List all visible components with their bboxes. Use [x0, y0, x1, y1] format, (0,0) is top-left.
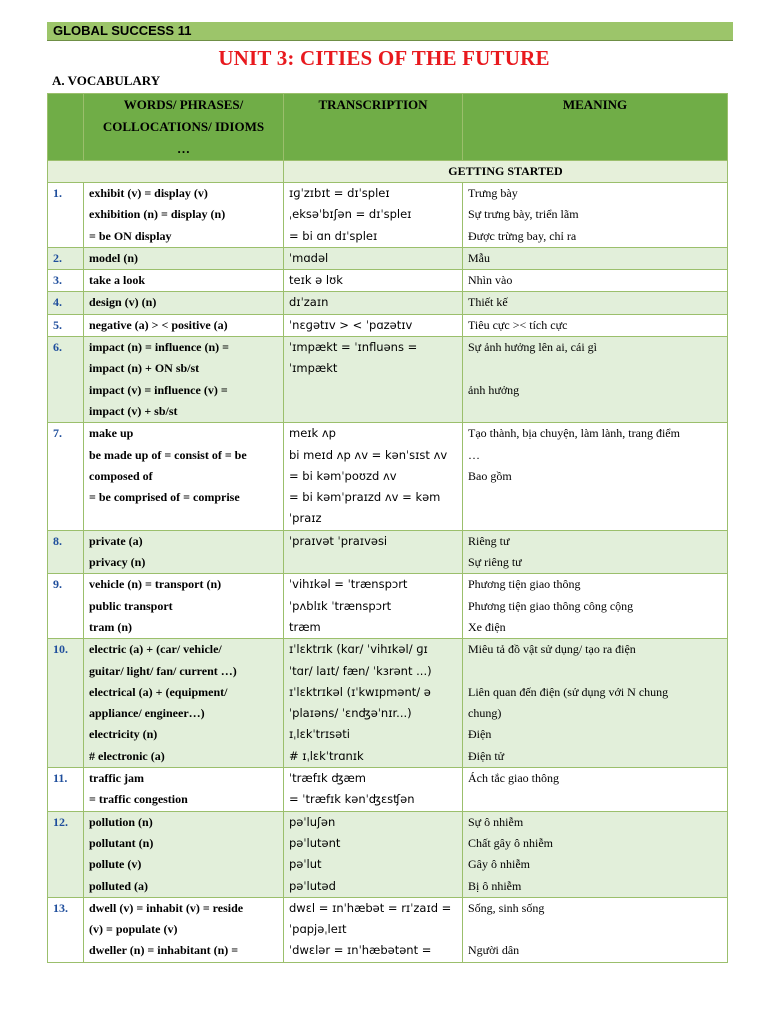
meaning-cell	[463, 247, 728, 269]
meaning-line: Tạo thành, bịa chuyện, làm lành, trang điểm	[468, 426, 680, 441]
word-line: take a look	[89, 273, 146, 288]
word-line: impact (v) + sb/st	[89, 403, 178, 418]
word-cell	[84, 314, 284, 336]
word-line: electric (a) + (car/ vehicle/	[89, 642, 222, 657]
transcription-line: = bi kəmˈpoʊzd ʌv	[289, 468, 397, 483]
table-row	[48, 897, 728, 962]
meaning-line: Thiết kế	[468, 295, 508, 310]
transcription-cell	[284, 811, 463, 897]
word-cell	[84, 292, 284, 314]
series-label: GLOBAL SUCCESS 11	[53, 23, 192, 38]
transcription-line: teɪk ə lʊk	[289, 273, 343, 288]
table-row	[48, 247, 728, 269]
transcription-line: meɪk ʌp	[289, 426, 336, 441]
word-line: composed of	[89, 468, 153, 483]
meaning-line: Liên quan đến điện (sử dụng với N chung	[468, 684, 669, 699]
row-number: 8.	[48, 530, 84, 574]
meaning-line: Sự ảnh hưởng lên ai, cái gì	[468, 340, 597, 355]
word-line: model (n)	[89, 250, 138, 265]
meaning-line: chung)	[468, 706, 502, 721]
row-number: 2.	[48, 247, 84, 269]
transcription-line: ɪˌlɛkˈtrɪsəti	[289, 727, 350, 742]
word-cell	[84, 897, 284, 962]
transcription-cell	[284, 247, 463, 269]
word-line: # electronic (a)	[89, 748, 165, 763]
meaning-cell	[463, 270, 728, 292]
transcription-cell	[284, 270, 463, 292]
meaning-line: Bao gồm	[468, 468, 512, 483]
transcription-line: ˈtɑr/ laɪt/ fæn/ ˈkɜrənt ...)	[289, 663, 432, 678]
row-number: 1.	[48, 183, 84, 248]
word-line: tram (n)	[89, 619, 132, 634]
page-title: UNIT 3: CITIES OF THE FUTURE	[218, 46, 550, 70]
meaning-line: Sống, sinh sống	[468, 900, 545, 915]
section-row	[48, 161, 728, 183]
transcription-cell	[284, 574, 463, 639]
header-bar	[47, 22, 733, 41]
transcription-line: pəˈluʃən	[289, 814, 336, 829]
row-number: 9.	[48, 574, 84, 639]
word-line: dweller (n) = inhabitant (n) =	[89, 943, 239, 958]
meaning-line: Người dân	[468, 943, 520, 958]
word-line: impact (v) = influence (v) =	[89, 382, 228, 397]
section-row-blank	[48, 161, 284, 183]
word-line: negative (a) > < positive (a)	[89, 317, 228, 332]
row-number: 5.	[48, 314, 84, 336]
transcription-line: # ɪˌlɛkˈtrɑnɪk	[289, 748, 364, 763]
meaning-line: Ách tắc giao thông	[468, 771, 559, 786]
word-line: pollution (n)	[89, 814, 153, 829]
word-line: impact (n) = influence (n) =	[89, 340, 229, 355]
word-line: polluted (a)	[89, 878, 149, 893]
table-row	[48, 574, 728, 639]
transcription-line: ˈplaɪəns/ ˈɛnʤəˈnɪr...)	[289, 706, 412, 721]
transcription-line: ˈpraɪz	[289, 511, 322, 526]
word-line: electrical (a) + (equipment/	[89, 684, 228, 699]
transcription-line: = ˈtræfɪk kənˈʤɛsʧən	[289, 792, 415, 807]
row-number: 11.	[48, 768, 84, 812]
header-words-line: WORDS/ PHRASES/	[123, 97, 244, 112]
table-row	[48, 530, 728, 574]
meaning-cell	[463, 183, 728, 248]
row-number: 10.	[48, 639, 84, 768]
word-line: pollute (v)	[89, 857, 142, 872]
meaning-line: Phương tiện giao thông	[468, 577, 581, 592]
meaning-line: Trưng bày	[468, 186, 518, 200]
meaning-line: Sự trưng bày, triển lãm	[468, 207, 579, 222]
word-line: = be ON display	[89, 228, 172, 243]
header-words-line: COLLOCATIONS/ IDIOMS	[102, 119, 265, 134]
meaning-cell	[463, 292, 728, 314]
word-cell	[84, 337, 284, 423]
word-line: private (a)	[89, 533, 143, 548]
meaning-cell	[463, 530, 728, 574]
transcription-cell	[284, 337, 463, 423]
word-line: make up	[89, 426, 134, 441]
transcription-line: pəˈlutənt	[289, 835, 341, 850]
transcription-line: ˈɪmpækt = ˈɪnfluəns =	[289, 340, 418, 355]
word-line: (v) = populate (v)	[89, 922, 178, 937]
transcription-line: ɪˈlɛktrɪkəl (ɪˈkwɪpmənt/ ə	[289, 684, 431, 699]
row-number: 3.	[48, 270, 84, 292]
word-cell	[84, 270, 284, 292]
meaning-line: Chất gây ô nhiễm	[468, 835, 553, 850]
word-line: traffic jam	[89, 771, 144, 786]
transcription-cell	[284, 292, 463, 314]
meaning-line	[468, 919, 722, 940]
word-cell	[84, 183, 284, 248]
header-words	[84, 94, 284, 161]
transcription-line: ˈɪmpækt	[289, 361, 338, 376]
getting-started-label: GETTING STARTED	[284, 161, 728, 183]
word-line: exhibition (n) = display (n)	[89, 207, 226, 222]
word-cell	[84, 639, 284, 768]
word-line: be made up of = consist of = be	[89, 447, 247, 462]
word-line: public transport	[89, 598, 173, 613]
meaning-line	[468, 661, 722, 682]
meaning-line: Được trừng bay, chỉ ra	[468, 228, 577, 243]
table-row	[48, 270, 728, 292]
meaning-cell	[463, 314, 728, 336]
meaning-cell	[463, 811, 728, 897]
transcription-cell	[284, 639, 463, 768]
transcription-line: = bi ɑn dɪˈspleɪ	[289, 228, 378, 243]
table-row	[48, 639, 728, 768]
word-line: exhibit (v) = display (v)	[89, 186, 208, 200]
meaning-line: Riêng tư	[468, 533, 510, 548]
transcription-line: træm	[289, 619, 321, 634]
meaning-line: Sự riêng tư	[468, 555, 522, 570]
row-number: 4.	[48, 292, 84, 314]
header-meaning: MEANING	[463, 94, 728, 161]
transcription-line: pəˈlutəd	[289, 878, 336, 893]
meaning-line: Gây ô nhiễm	[468, 857, 530, 872]
meaning-cell	[463, 639, 728, 768]
transcription-line: ˈpʌblɪk ˈtrænspɔrt	[289, 598, 392, 613]
row-number: 12.	[48, 811, 84, 897]
meaning-line	[468, 358, 722, 379]
transcription-cell	[284, 897, 463, 962]
transcription-line: ˈdwɛlər = ɪnˈhæbətənt =	[289, 943, 432, 958]
word-line: appliance/ engineer…)	[89, 706, 205, 721]
transcription-line: ˈvihɪkəl = ˈtrænspɔrt	[289, 577, 408, 592]
meaning-line: …	[468, 447, 480, 462]
table-row	[48, 292, 728, 314]
table-row	[48, 337, 728, 423]
header-transcription: TRANSCRIPTION	[284, 94, 463, 161]
row-number: 7.	[48, 423, 84, 530]
word-line: electricity (n)	[89, 727, 158, 742]
transcription-cell	[284, 423, 463, 530]
meaning-line: Tiêu cực >< tích cực	[468, 317, 568, 332]
word-line: impact (n) + ON sb/st	[89, 361, 200, 376]
transcription-line: ɪɡˈzɪbɪt = dɪˈspleɪ	[289, 186, 390, 200]
meaning-line: Điện	[468, 727, 492, 742]
table-row	[48, 768, 728, 812]
transcription-line: ˈtræfɪk ʤæm	[289, 771, 366, 786]
word-cell	[84, 530, 284, 574]
transcription-cell	[284, 530, 463, 574]
meaning-line: Phương tiện giao thông công cộng	[468, 598, 634, 613]
meaning-line: Xe điện	[468, 619, 506, 634]
table-row	[48, 811, 728, 897]
transcription-line: pəˈlut	[289, 857, 322, 872]
transcription-line: ˈnɛɡətɪv > < ˈpɑzətɪv	[289, 317, 413, 332]
vocabulary-table	[47, 93, 728, 963]
meaning-line: Điện tử	[468, 748, 505, 763]
word-cell	[84, 423, 284, 530]
word-cell	[84, 811, 284, 897]
meaning-cell	[463, 423, 728, 530]
word-line: privacy (n)	[89, 555, 146, 570]
word-cell	[84, 247, 284, 269]
word-line: = be comprised of = comprise	[89, 490, 240, 505]
word-line: = traffic congestion	[89, 792, 188, 807]
word-cell	[84, 574, 284, 639]
transcription-line: ɪˈlɛktrɪk (kɑr/ ˈvihɪkəl/ ɡɪ	[289, 642, 428, 657]
transcription-cell	[284, 768, 463, 812]
transcription-line: ˌeksəˈbɪʃən = dɪˈspleɪ	[289, 207, 412, 222]
table-header-row	[48, 94, 728, 161]
word-line: dwell (v) = inhabit (v) = reside	[89, 900, 244, 915]
transcription-line: dɪˈzaɪn	[289, 295, 329, 310]
header-words-line: …	[177, 141, 190, 156]
meaning-line: Mẫu	[468, 250, 490, 265]
word-cell	[84, 768, 284, 812]
meaning-line: Nhìn vào	[468, 273, 513, 288]
meaning-cell	[463, 337, 728, 423]
word-line: design (v) (n)	[89, 295, 157, 310]
word-line: guitar/ light/ fan/ current …)	[89, 663, 237, 678]
transcription-line: dwɛl = ɪnˈhæbət = rɪˈzaɪd =	[289, 900, 452, 915]
meaning-line: Miêu tả đồ vật sử dụng/ tạo ra điện	[468, 642, 636, 657]
section-heading: A. VOCABULARY	[52, 73, 161, 88]
transcription-line: bi meɪd ʌp ʌv = kənˈsɪst ʌv	[289, 447, 448, 462]
meaning-line: Bị ô nhiễm	[468, 878, 522, 893]
transcription-line: = bi kəmˈpraɪzd ʌv = kəm	[289, 490, 441, 505]
meaning-cell	[463, 574, 728, 639]
table-row	[48, 183, 728, 248]
meaning-cell	[463, 768, 728, 812]
transcription-line: ˈpɑpjəˌleɪt	[289, 922, 347, 937]
table-row	[48, 314, 728, 336]
meaning-line: ảnh hưởng	[468, 382, 520, 397]
word-line: vehicle (n) = transport (n)	[89, 577, 222, 592]
header-number-cell	[48, 94, 84, 161]
transcription-line: ˈmɑdəl	[289, 250, 329, 265]
transcription-line: ˈpraɪvət ˈpraɪvəsi	[289, 533, 388, 548]
row-number: 13.	[48, 897, 84, 962]
meaning-cell	[463, 897, 728, 962]
row-number: 6.	[48, 337, 84, 423]
transcription-cell	[284, 183, 463, 248]
meaning-line: Sự ô nhiễm	[468, 814, 524, 829]
word-line: pollutant (n)	[89, 835, 154, 850]
transcription-cell	[284, 314, 463, 336]
table-row	[48, 423, 728, 530]
